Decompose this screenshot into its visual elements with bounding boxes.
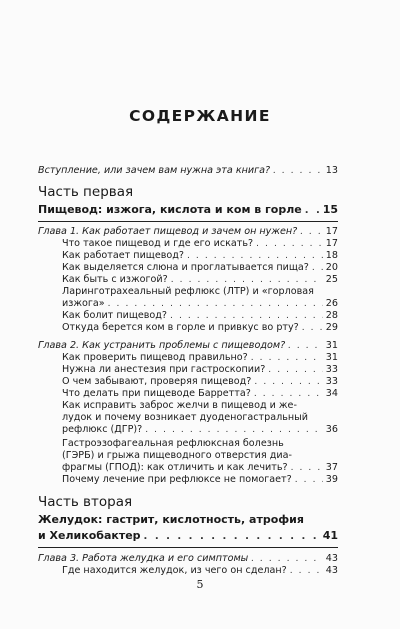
entry-title: О чем забывают, проверяя пищевод? (62, 376, 252, 387)
leader-dots (273, 165, 323, 177)
part-label: Часть вторая (38, 494, 133, 510)
part-title-line: Желудок: гастрит, кислотность, атрофия (38, 513, 304, 526)
toc-entry[interactable] (62, 298, 338, 310)
entry-page: 33 (325, 376, 338, 387)
part-rule (38, 547, 338, 548)
chapter-page: 17 (325, 226, 338, 237)
entry-title: Откуда берется ком в горле и привкус во рту? (62, 322, 299, 333)
entry-page: 18 (325, 250, 338, 261)
entry-title: Как болит пищевод? (62, 310, 168, 321)
entry-page: 39 (325, 474, 338, 485)
entry-title: Почему лечение при рефлюксе не помогает? (62, 474, 292, 485)
leader-dots (302, 322, 323, 334)
entry-page: 31 (325, 352, 338, 363)
entry-page: 36 (325, 424, 338, 435)
part-title-row[interactable] (38, 203, 338, 218)
entry-title: Что такое пищевод и где его искать? (62, 238, 254, 249)
toc-entry[interactable] (62, 310, 338, 322)
toc-entry[interactable] (62, 262, 338, 274)
chapter-page: 43 (325, 553, 338, 564)
leader-dots (171, 274, 323, 286)
entry-title: Где находится желудок, из чего он сделан? (62, 565, 287, 576)
toc-entry[interactable] (62, 352, 338, 364)
leader-dots (254, 388, 323, 400)
chapter-page: 31 (325, 340, 338, 351)
leader-dots (170, 310, 323, 322)
leader-dots (187, 250, 323, 262)
entry-page: 26 (325, 298, 338, 309)
entry-page: 20 (325, 262, 338, 273)
entry-title: Как выделяется слюна и проглатывается пища? (62, 262, 309, 273)
leader-dots (291, 462, 323, 474)
chapter-title: Глава 1. Как работает пищевод и зачем он нужен? (38, 226, 298, 237)
toc-entry[interactable] (62, 424, 338, 436)
entry-page: 34 (325, 388, 338, 399)
chapter-title: Глава 3. Работа желудка и его симптомы (38, 553, 249, 564)
entry-title: Что делать при пищеводе Барретта? (62, 388, 251, 399)
entry-page: 17 (325, 238, 338, 249)
leader-dots (108, 298, 323, 310)
toc-entry[interactable] (62, 274, 338, 286)
entry-title: Вступление, или зачем вам нужна эта книга? (38, 165, 271, 176)
entry-page: 25 (325, 274, 338, 285)
leader-dots (268, 364, 322, 376)
toc-chapter[interactable] (38, 340, 338, 352)
leader-dots (290, 565, 323, 577)
entry-title-line: изжога» (62, 298, 105, 309)
leader-dots (145, 424, 323, 436)
leader-dots (256, 238, 323, 250)
page-number: 5 (196, 578, 204, 591)
toc-entry-intro[interactable] (38, 165, 338, 177)
entry-title: Нужна ли анестезия при гастроскопии? (62, 364, 266, 375)
leader-dots (288, 340, 323, 352)
entry-title-line: Гастроэзофагеальная рефлюксная болезнь (62, 438, 284, 449)
part-title: Пищевод: изжога, кислота и ком в горле (38, 203, 302, 216)
entry-title-line: рефлюкс (ДГР)? (62, 424, 143, 435)
entry-title-line: (ГЭРБ) и грыжа пищеводного отверстия диа- (62, 450, 292, 461)
part-page: 15 (322, 203, 338, 216)
entry-title: Как быть с изжогой? (62, 274, 168, 285)
toc-chapter[interactable] (38, 226, 338, 238)
entry-title-line: фрагмы (ГПОД): как отличить и как лечить? (62, 462, 288, 473)
toc-entry[interactable] (62, 376, 338, 388)
toc-entry[interactable] (62, 322, 338, 334)
entry-page: 28 (325, 310, 338, 321)
leader-dots (312, 262, 323, 274)
leader-dots (251, 553, 323, 565)
leader-dots (144, 530, 320, 544)
entry-title-line: лудок и почему возникает дуоденогастральный (62, 412, 308, 423)
entry-page: 33 (325, 364, 338, 375)
toc-entry[interactable] (62, 238, 338, 250)
entry-title: Как работает пищевод? (62, 250, 184, 261)
toc-entry[interactable] (62, 565, 338, 577)
toc-entry[interactable] (62, 388, 338, 400)
toc-entry[interactable] (62, 474, 338, 486)
leader-dots (254, 376, 322, 388)
part-title-line: и Хеликобактер (38, 529, 141, 542)
entry-page: 29 (325, 322, 338, 333)
part-label: Часть первая (38, 184, 134, 200)
entry-title-line: Как исправить заброс желчи в пищевод и же- (62, 400, 297, 411)
toc-chapter[interactable] (38, 553, 338, 565)
part-rule (38, 221, 338, 222)
leader-dots (305, 204, 320, 218)
toc-entry[interactable] (62, 364, 338, 376)
leader-dots (251, 352, 323, 364)
entry-page: 13 (325, 165, 338, 176)
leader-dots (295, 474, 323, 486)
entry-title-line: Ларинготрахеальный рефлюкс (ЛТР) и «горловая (62, 286, 314, 297)
contents-heading: СОДЕРЖАНИЕ (129, 107, 271, 125)
toc-entry[interactable] (62, 250, 338, 262)
leader-dots (300, 226, 323, 238)
entry-page: 37 (325, 462, 338, 473)
entry-page: 43 (325, 565, 338, 576)
toc-entry[interactable] (62, 462, 338, 474)
part-page: 41 (322, 529, 338, 542)
part-title-row[interactable] (38, 529, 338, 544)
chapter-title: Глава 2. Как устранить проблемы с пищеводом? (38, 340, 286, 351)
entry-title: Как проверить пищевод правильно? (62, 352, 248, 363)
